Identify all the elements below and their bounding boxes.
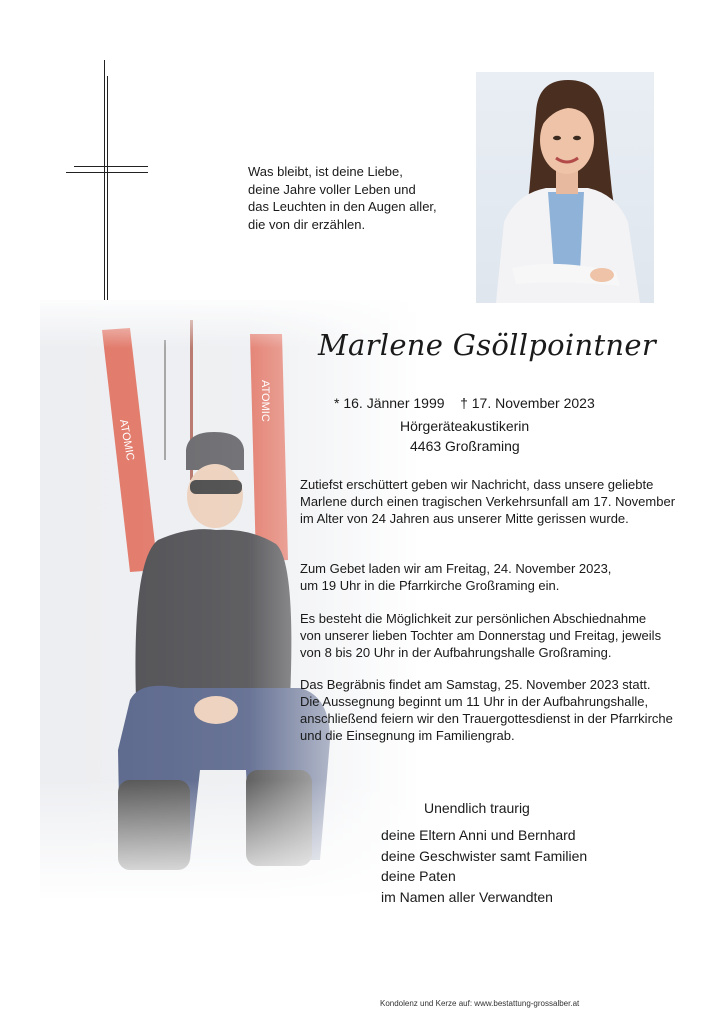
text-line: Zutiefst erschüttert geben wir Nachricht, dass unsere geliebte — [300, 477, 654, 492]
signature-list — [381, 825, 587, 907]
signature-line: im Namen aller Verwandten — [381, 888, 553, 905]
funeral-paragraph — [300, 676, 680, 744]
profession: Hörgeräteakustikerin — [400, 418, 530, 434]
cross-icon-horizontal-2 — [66, 172, 148, 173]
birth-date: * 16. Jänner 1999 — [334, 395, 445, 411]
poem-line: Was bleibt, ist deine Liebe, — [248, 164, 403, 179]
cross-icon-horizontal — [74, 166, 148, 167]
text-line: Es besteht die Möglichkeit zur persönlichen Abschiednahme — [300, 611, 647, 626]
text-line: im Alter von 24 Jahren aus unserer Mitte gerissen wurde. — [300, 511, 629, 526]
poem-line: das Leuchten in den Augen aller, — [248, 199, 437, 214]
text-line: von unserer lieben Tochter am Donnerstag und Freitag, jeweils — [300, 628, 662, 643]
farewell-paragraph — [300, 610, 680, 661]
death-date: † 17. November 2023 — [460, 395, 595, 411]
prayer-paragraph — [300, 560, 680, 594]
text-line: anschließend feiern wir den Trauergottesdienst in der Pfarrkirche — [300, 711, 673, 726]
poem-line: deine Jahre voller Leben und — [248, 181, 416, 197]
signature-line: deine Paten — [381, 868, 456, 884]
portrait-photo — [476, 72, 654, 303]
life-dates — [334, 395, 595, 411]
poem-line: die von dir erzählen. — [248, 216, 366, 232]
deceased-name: Marlene Gsöllpointner — [318, 328, 657, 362]
text-line: um 19 Uhr in die Pfarrkirche Großraming ein. — [300, 578, 560, 593]
background-photo — [40, 300, 420, 900]
text-line: Die Aussegnung beginnt um 11 Uhr in der Aufbahrungshalle, — [300, 694, 649, 709]
residence: 4463 Großraming — [410, 438, 520, 454]
text-line: und die Einsegnung im Familiengrab. — [300, 728, 515, 743]
signature-line: deine Geschwister samt Familien — [381, 847, 588, 864]
text-line: Marlene durch einen tragischen Verkehrsunfall am 17. November — [300, 494, 676, 509]
signature-heading: Unendlich traurig — [424, 800, 530, 816]
signature-line: deine Eltern Anni und Bernhard — [381, 827, 576, 843]
poem — [248, 163, 468, 233]
footer-condolence-link[interactable]: Kondolenz und Kerze auf: www.bestattung-grossalber.at — [380, 999, 580, 1008]
text-line: Das Begräbnis findet am Samstag, 25. November 2023 statt. — [300, 677, 651, 692]
text-line: von 8 bis 20 Uhr in der Aufbahrungshalle Großraming. — [300, 645, 612, 660]
text-line: Zum Gebet laden wir am Freitag, 24. November 2023, — [300, 561, 612, 576]
announcement-paragraph — [300, 476, 680, 527]
